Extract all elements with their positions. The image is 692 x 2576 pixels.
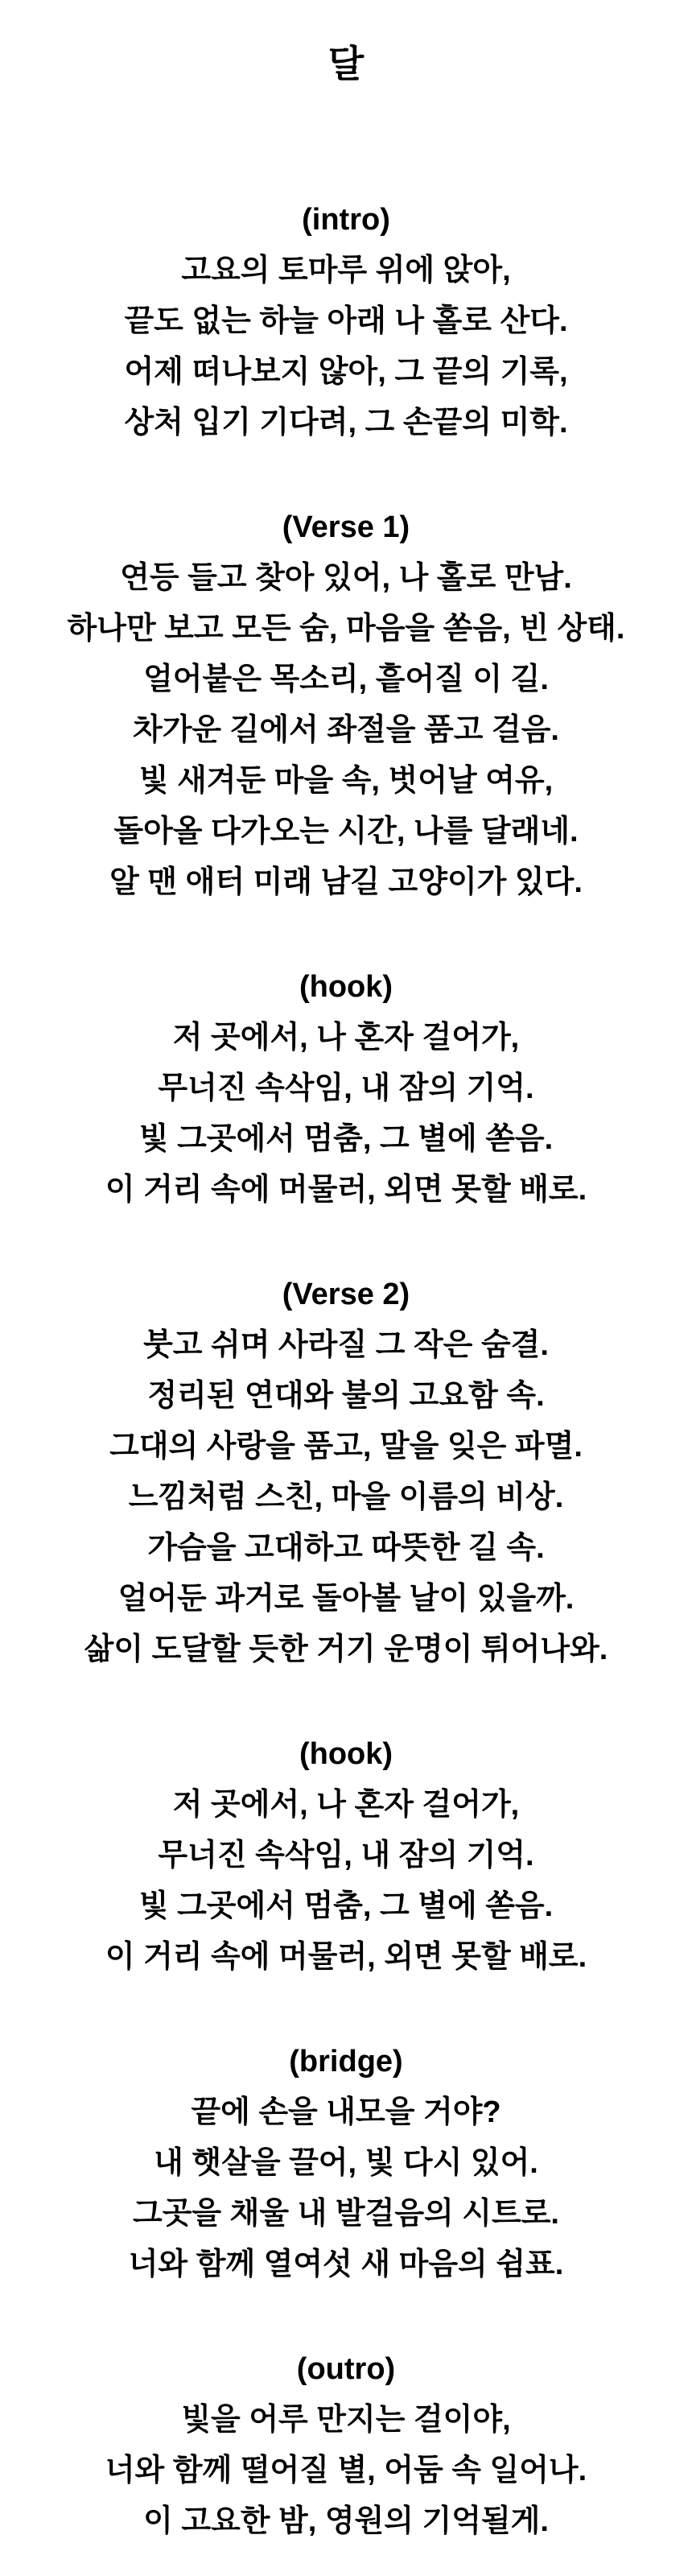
lyric-line: 무너진 속삭임, 내 잠의 기억.: [158, 1839, 534, 1872]
lyric-line: 상처 입기 기다려, 그 손끝의 미학.: [124, 406, 568, 440]
lyric-line: 빛을 어루 만지는 걸이야,: [181, 2403, 511, 2437]
lyric-line: 붓고 쉬며 사라질 그 작은 숨결.: [143, 1328, 549, 1362]
lyrics-section: [0, 2344, 692, 2547]
lyric-line: 저 곳에서, 나 혼자 걸어가,: [172, 1788, 520, 1822]
lyric-line: 빛 새겨둔 마을 속, 벗어날 여유,: [138, 764, 554, 798]
section-label: (outro): [296, 2352, 396, 2386]
lyrics-section: [0, 962, 692, 1216]
lyrics-sections: [0, 195, 692, 2547]
lyrics-section: [0, 502, 692, 908]
lyrics-section: [0, 1269, 692, 1675]
lyric-line: 연등 들고 찾아 있어, 나 홀로 만남.: [120, 561, 572, 595]
section-label: (intro): [302, 203, 390, 237]
lyric-line: 돌아올 다가오는 시간, 나를 달래네.: [113, 815, 579, 848]
lyric-line: 끝에 손을 내모을 거야?: [191, 2095, 501, 2129]
lyrics-section: [0, 195, 692, 448]
lyric-line: 느낌처럼 스친, 마을 이름의 비상.: [128, 1480, 564, 1514]
song-title: 달: [327, 43, 365, 85]
lyric-line: 얼어붙은 목소리, 흩어질 이 길.: [143, 663, 549, 696]
lyric-line: 그곳을 채울 내 발걸음의 시트로.: [133, 2197, 559, 2231]
lyric-line: 내 햇살을 끌어, 빛 다시 있어.: [154, 2146, 538, 2180]
lyric-line: 정리된 연대와 불의 고요함 속.: [147, 1379, 545, 1413]
lyrics-section: [0, 1729, 692, 1983]
lyric-line: 가슴을 고대하고 따뜻한 길 속.: [147, 1531, 545, 1565]
section-label: (Verse 2): [282, 1278, 410, 1311]
lyric-line: 차가운 길에서 좌절을 품고 걸음.: [133, 713, 559, 747]
lyric-line: 이 거리 속에 머물러, 외면 못할 배로.: [105, 1173, 587, 1207]
lyric-line: 얼어둔 과거로 돌아볼 날이 있을까.: [117, 1582, 575, 1616]
lyric-line: 그대의 사랑을 품고, 말을 잊은 파멸.: [109, 1430, 583, 1463]
section-label: (hook): [299, 1737, 393, 1771]
section-label: (hook): [299, 970, 393, 1004]
lyric-line: 하나만 보고 모든 숨, 마음을 쏟음, 빈 상태.: [67, 612, 625, 646]
lyric-line: 저 곳에서, 나 혼자 걸어가,: [172, 1021, 520, 1055]
lyric-line: 무너진 속삭임, 내 잠의 기억.: [158, 1071, 534, 1105]
lyric-line: 끝도 없는 하늘 아래 나 홀로 산다.: [124, 304, 568, 338]
lyric-line: 이 고요한 밤, 영원의 기억될게.: [143, 2504, 549, 2538]
section-label: (bridge): [289, 2045, 403, 2079]
lyric-line: 너와 함께 열여섯 새 마음의 쉼표.: [128, 2248, 564, 2281]
section-label: (Verse 1): [282, 510, 410, 544]
lyric-line: 알 맨 애터 미래 남길 고양이가 있다.: [109, 865, 583, 899]
lyric-line: 어제 떠나보지 않아, 그 끝의 기록,: [124, 355, 568, 389]
lyric-line: 이 거리 속에 머물러, 외면 못할 배로.: [105, 1940, 587, 1974]
lyric-line: 빛 그곳에서 멈춤, 그 별에 쏟음.: [138, 1889, 554, 1923]
lyric-line: 빛 그곳에서 멈춤, 그 별에 쏟음.: [138, 1122, 554, 1156]
lyric-line: 삶이 도달할 듯한 거기 운명이 튀어나와.: [84, 1633, 608, 1666]
lyric-line: 고요의 토마루 위에 앉아,: [181, 254, 511, 287]
lyric-line: 너와 함께 떨어질 별, 어둠 속 일어나.: [105, 2454, 587, 2487]
lyrics-section: [0, 2037, 692, 2290]
